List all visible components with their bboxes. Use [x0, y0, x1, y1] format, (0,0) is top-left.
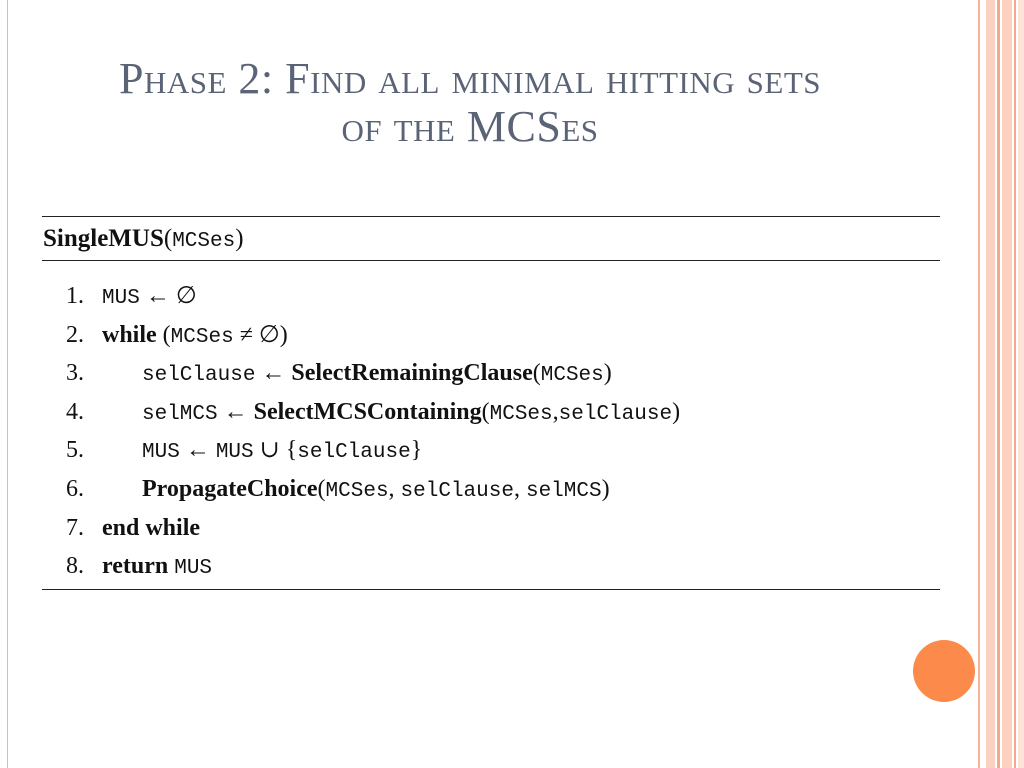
- line-number: 4.: [66, 398, 84, 425]
- algorithm-line: [66, 358, 680, 397]
- algorithm-line: [66, 474, 680, 513]
- line-number: 5.: [66, 437, 84, 464]
- identifier: MCSes: [170, 325, 234, 349]
- keyword: SelectMCSContaining: [253, 398, 482, 425]
- line-number: 3.: [66, 360, 84, 387]
- algorithm-line: [66, 513, 680, 552]
- operator: ←: [255, 360, 292, 387]
- operator: ,: [552, 398, 559, 425]
- line-number: 6.: [66, 475, 84, 502]
- slide-title-line-1: Phase 2: Find all minimal hitting sets: [119, 54, 821, 103]
- algorithm-body: [66, 281, 680, 590]
- line-content: [102, 358, 612, 397]
- line-number: 2.: [66, 321, 84, 348]
- keyword: PropagateChoice: [142, 475, 318, 502]
- line-content: [102, 320, 288, 359]
- operator: ←: [179, 437, 216, 464]
- slide-title-line-2: of the MCSes: [341, 102, 599, 151]
- line-content: [102, 281, 197, 320]
- operator: (: [532, 360, 541, 387]
- line-content: [102, 474, 610, 513]
- operator: ): [601, 475, 610, 502]
- line-content: [102, 397, 680, 436]
- identifier: selMCS: [525, 479, 602, 503]
- algorithm-header: [43, 224, 244, 257]
- algorithm-line: [66, 281, 680, 320]
- identifier: MUS: [215, 441, 254, 465]
- identifier: MCSes: [540, 364, 604, 388]
- identifier: MUS: [174, 557, 213, 581]
- operator: }: [410, 437, 423, 464]
- line-number: 1.: [66, 283, 84, 309]
- line-number: 7.: [66, 514, 84, 541]
- identifier: MCSes: [489, 402, 553, 426]
- keyword: end while: [102, 514, 201, 541]
- operator: ∪ {: [253, 437, 298, 464]
- algorithm-param: MCSes: [172, 230, 236, 253]
- algorithm-line: [66, 551, 680, 590]
- top-rule: [42, 216, 940, 217]
- keyword: SelectRemainingClause: [291, 360, 533, 387]
- slide-title: [40, 55, 900, 151]
- header-rule: [42, 260, 940, 261]
- operator: ← ∅: [139, 283, 197, 309]
- identifier: MUS: [102, 287, 140, 310]
- operator: ←: [217, 398, 254, 425]
- identifier: MUS: [142, 441, 180, 465]
- orange-circle-decoration: [913, 640, 975, 702]
- line-content: [102, 551, 212, 590]
- right-stripe-decoration: [978, 0, 1024, 768]
- operator: ≠ ∅): [233, 321, 288, 348]
- algorithm-line: [66, 397, 680, 436]
- identifier: selClause: [297, 441, 411, 465]
- keyword: while: [102, 321, 157, 348]
- param-close: ): [235, 225, 244, 252]
- operator: ): [672, 398, 681, 425]
- identifier: selMCS: [142, 402, 218, 426]
- keyword: return: [102, 553, 169, 580]
- algorithm-line: [66, 435, 680, 474]
- identifier: selClause: [142, 364, 256, 388]
- operator: ,: [513, 475, 526, 502]
- operator: (: [317, 475, 326, 502]
- bottom-rule: [42, 589, 940, 590]
- operator: (: [481, 398, 490, 425]
- identifier: MCSes: [325, 479, 389, 503]
- param-open: (: [163, 225, 173, 252]
- line-number: 8.: [66, 553, 84, 580]
- identifier: selClause: [558, 402, 673, 426]
- line-content: [102, 435, 422, 474]
- left-border-decoration: [0, 0, 8, 768]
- operator: ): [603, 360, 612, 387]
- line-content: [102, 513, 200, 552]
- operator: ,: [388, 475, 401, 502]
- operator: (: [156, 321, 171, 348]
- identifier: selClause: [400, 479, 514, 503]
- algorithm-line: [66, 320, 680, 359]
- algorithm-name: SingleMUS: [43, 225, 164, 252]
